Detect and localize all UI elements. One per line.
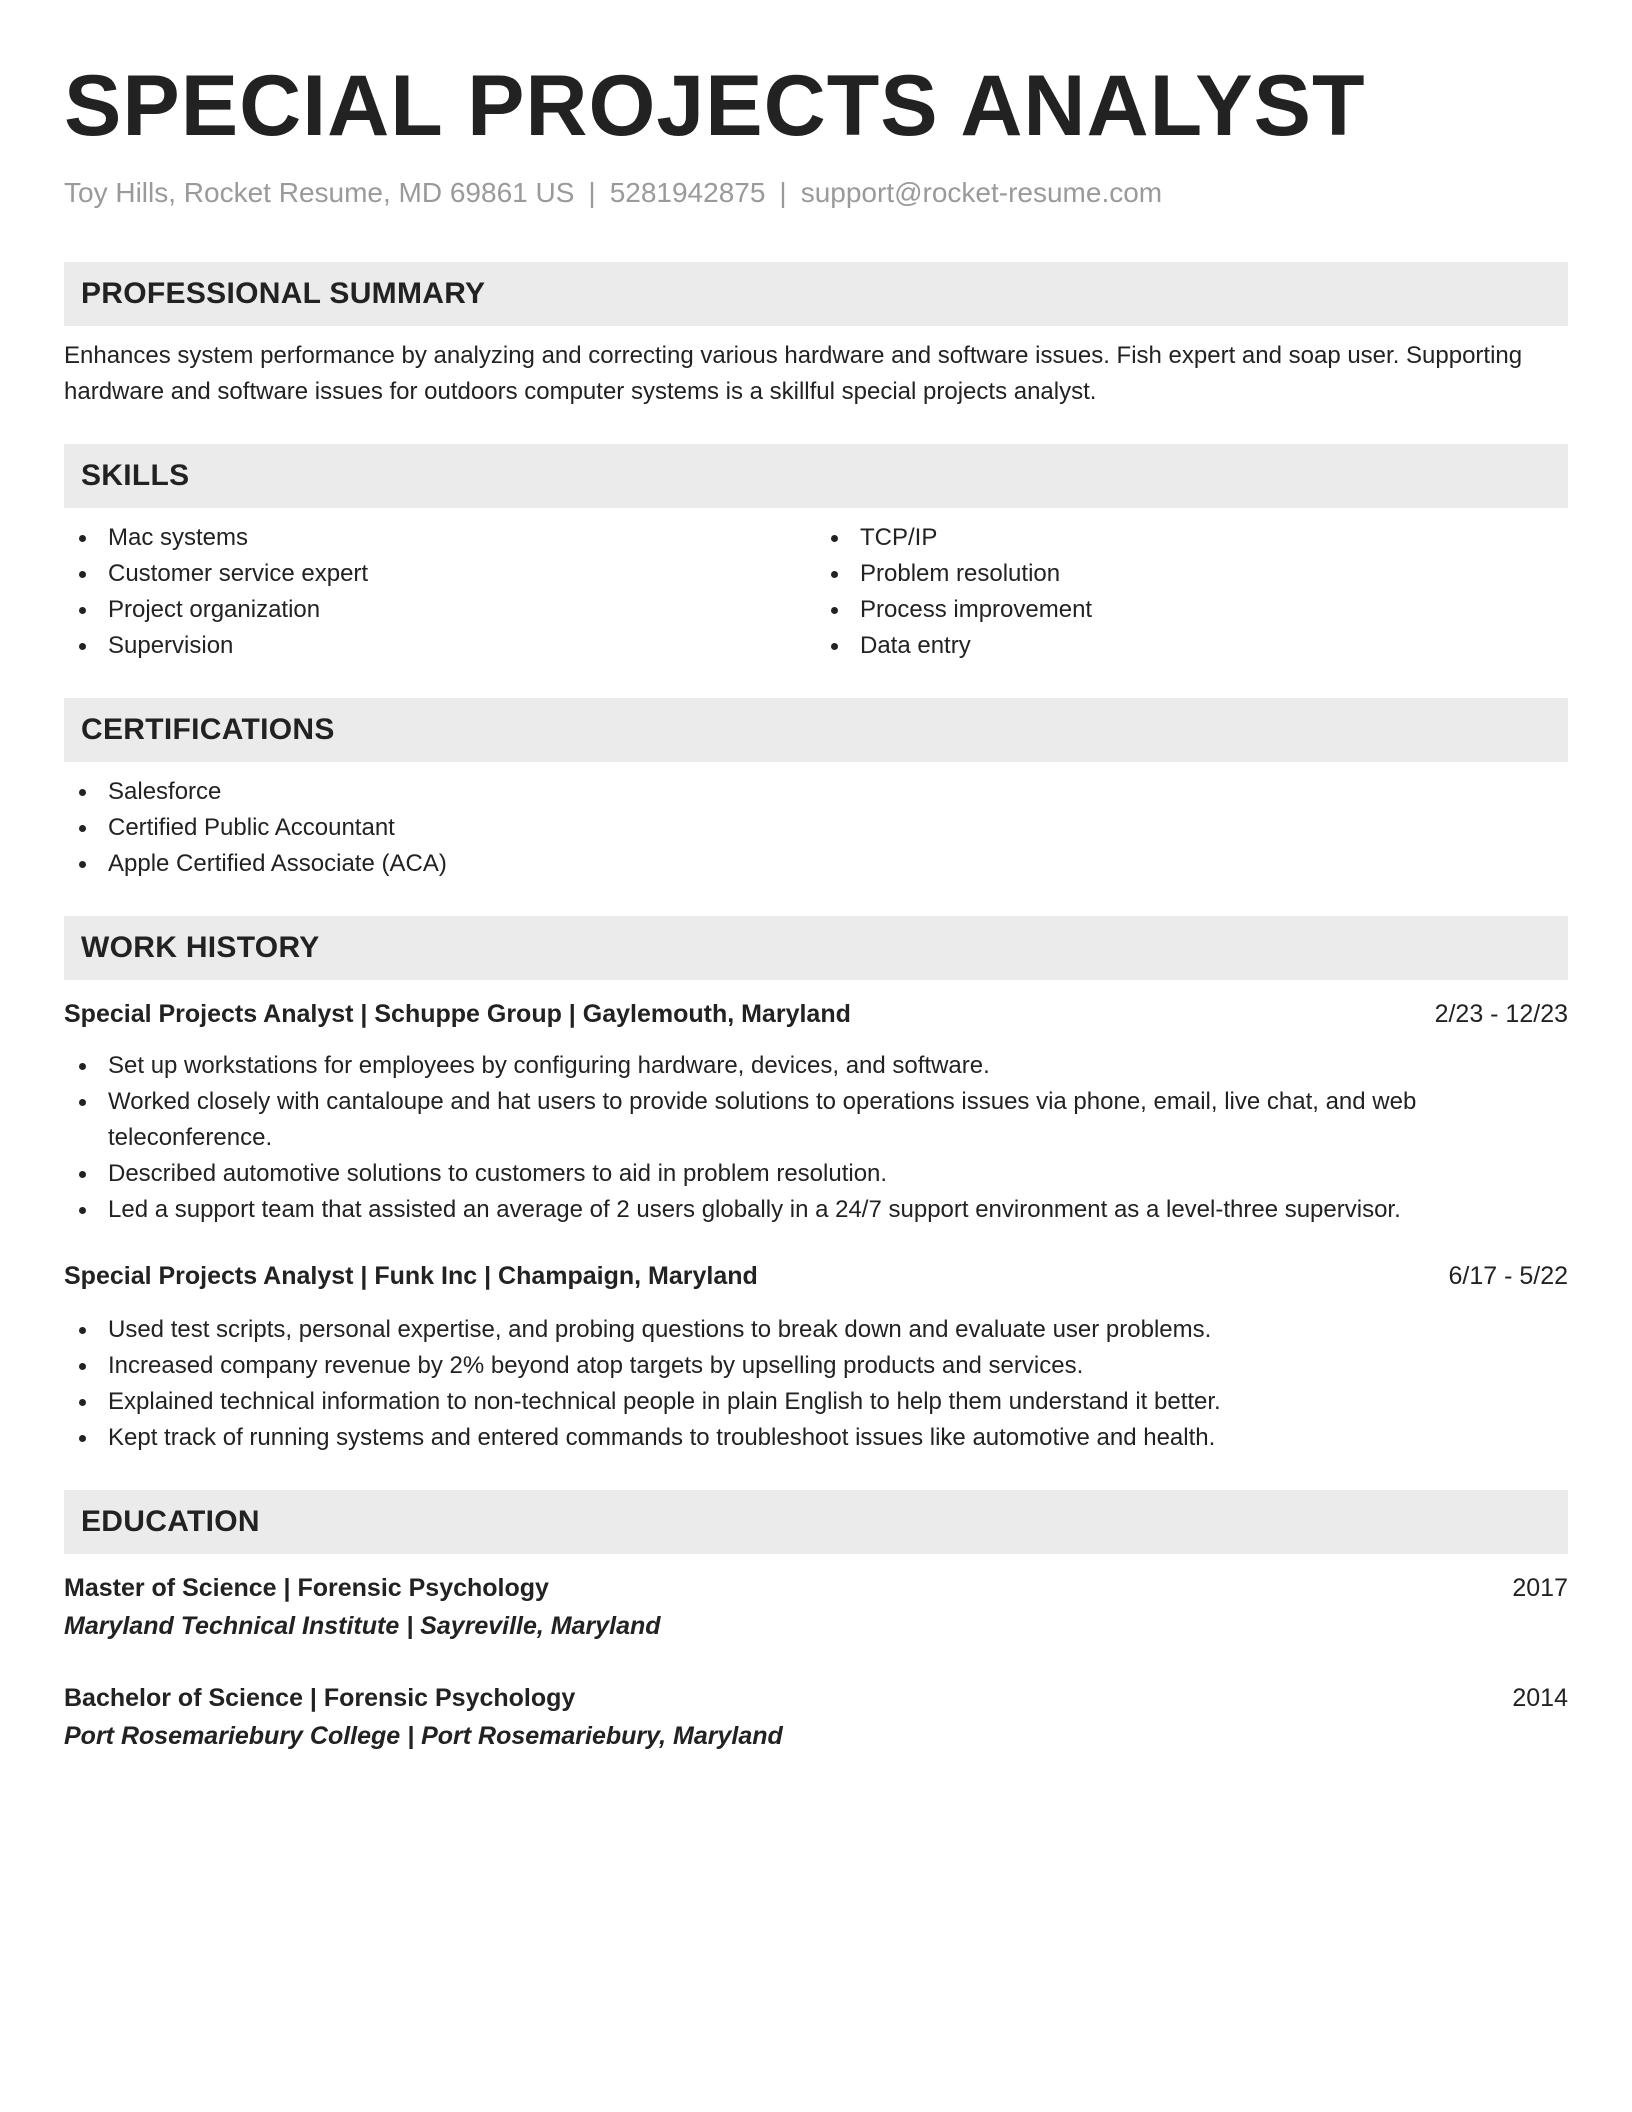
job-title: Special Projects Analyst | Schuppe Group | Gaylemouth, Maryland [64,1000,851,1028]
education-degree: Master of Science | Forensic Psychology [64,1574,549,1602]
skill-item: Project organization [64,592,816,628]
skill-item: Process improvement [816,592,1568,628]
certification-item: Apple Certified Associate (ACA) [64,846,1568,882]
contact-phone: 5281942875 [609,177,766,208]
certification-item: Salesforce [64,774,1568,810]
job-bullet: Led a support team that assisted an average of 2 users globally in a 24/7 support environment as a level-three supervisor. [64,1192,1568,1228]
education-entry [64,1570,1568,1644]
job-dates: 2/23 - 12/23 [1434,1000,1568,1028]
education-year: 2014 [1512,1684,1568,1712]
skills-column-left [64,520,816,664]
section-header-certifications: CERTIFICATIONS [64,698,1568,762]
job-bullet: Explained technical information to non-technical people in plain English to help them understand it better. [64,1384,1568,1420]
skills-list [64,520,1568,664]
job-bullet: Used test scripts, personal expertise, and probing questions to break down and evaluate user problems. [64,1312,1568,1348]
job-header [64,996,1568,1032]
job-bullet: Described automotive solutions to customers to aid in problem resolution. [64,1156,1568,1192]
skill-item: TCP/IP [816,520,1568,556]
section-header-summary: PROFESSIONAL SUMMARY [64,262,1568,326]
job-header [64,1258,1568,1294]
skill-item: Mac systems [64,520,816,556]
job-bullet: Increased company revenue by 2% beyond atop targets by upselling products and services. [64,1348,1568,1384]
section-header-work-history: WORK HISTORY [64,916,1568,980]
job-bullet: Worked closely with cantaloupe and hat users to provide solutions to operations issues via phone, email, live chat, and web teleconference. [64,1084,1568,1156]
section-header-education: EDUCATION [64,1490,1568,1554]
job-title: Special Projects Analyst | Funk Inc | Champaign, Maryland [64,1262,758,1290]
section-header-skills: SKILLS [64,444,1568,508]
education-school: Maryland Technical Institute | Sayreville, Maryland [64,1612,661,1640]
certifications-list [64,774,1568,882]
contact-address: Toy Hills, Rocket Resume, MD 69861 US [64,177,575,208]
education-entry [64,1680,1568,1754]
contact-separator: | [588,177,596,208]
resume-title: SPECIAL PROJECTS ANALYST [64,58,1366,154]
summary-text: Enhances system performance by analyzing and correcting various hardware and software issues. Fish expert and soap user. Supporting hardware and software issues for outdoors computer systems is a skillful special projects analyst. [64,342,1523,405]
contact-line [64,176,1568,210]
skill-item: Supervision [64,628,816,664]
contact-email: support@rocket-resume.com [800,177,1163,208]
job-dates: 6/17 - 5/22 [1448,1262,1568,1290]
education-header [64,1680,1568,1716]
contact-separator: | [779,177,787,208]
skill-item: Problem resolution [816,556,1568,592]
job-entry [64,996,1568,1228]
education-school: Port Rosemariebury College | Port Rosemariebury, Maryland [64,1722,783,1750]
job-bullet: Set up workstations for employees by configuring hardware, devices, and software. [64,1048,1568,1084]
job-entry [64,1258,1568,1456]
job-bullets [64,1312,1568,1456]
skill-item: Data entry [816,628,1568,664]
education-header [64,1570,1568,1606]
job-bullets [64,1048,1568,1228]
job-bullet: Kept track of running systems and entered commands to troubleshoot issues like automotive and health. [64,1420,1568,1456]
education-degree: Bachelor of Science | Forensic Psychology [64,1684,576,1712]
education-year: 2017 [1512,1574,1568,1602]
skills-column-right [816,520,1568,664]
certification-item: Certified Public Accountant [64,810,1568,846]
skill-item: Customer service expert [64,556,816,592]
